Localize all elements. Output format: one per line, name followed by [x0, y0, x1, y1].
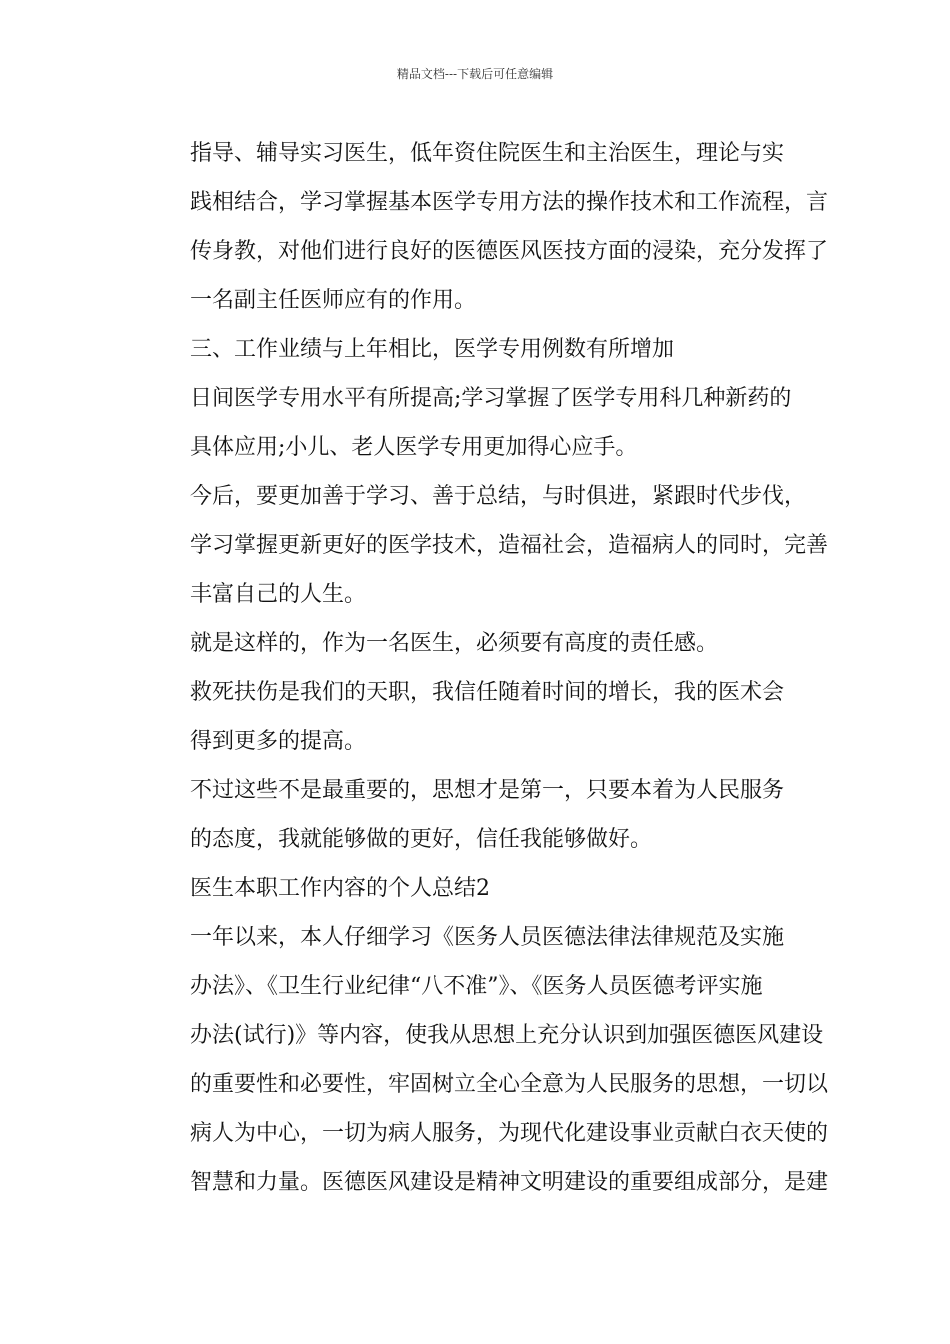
text-line: 践相结合，学习掌握基本医学专用方法的操作技术和工作流程，言 [190, 190, 829, 215]
text-line: 三、工作业绩与上年相比，医学专用例数有所增加 [190, 337, 675, 362]
paragraph [146, 619, 816, 668]
document-body [146, 129, 829, 1207]
paragraph [146, 472, 829, 619]
text-line: 得到更多的提高。 [190, 729, 367, 754]
text-line: 一名副主任医师应有的作用。 [190, 288, 477, 313]
section-heading [146, 325, 816, 374]
section-title [146, 864, 816, 913]
text-line: 今后，要更加善于学习、善于总结，与时俱进，紧跟时代步伐， [190, 484, 807, 509]
text-line: 日间医学专用水平有所提高;学习掌握了医学专用科几种新药的 [190, 386, 792, 411]
text-line: 传身教，对他们进行良好的医德医风医技方面的浸染，充分发挥了 [190, 239, 829, 264]
page-header: 精品文档---下载后可任意编辑 [396, 67, 554, 81]
text-line: 不过这些不是最重要的，思想才是第一，只要本着为人民服务 [190, 778, 785, 803]
paragraph [146, 668, 816, 766]
text-line: 救死扶伤是我们的天职，我信任随着时间的增长，我的医术会 [190, 680, 785, 705]
text-line: 就是这样的，作为一名医生，必须要有高度的责任感。 [190, 631, 719, 656]
text-line: 的态度，我就能够做的更好，信任我能够做好。 [190, 827, 653, 852]
paragraph [146, 766, 816, 864]
text-line: 智慧和力量。医德医风建设是精神文明建设的重要组成部分，是建 [190, 1170, 829, 1195]
paragraph [146, 129, 829, 325]
text-line: 办法》、《卫生行业纪律“八不准”》、《医务人员医德考评实施 [190, 974, 763, 999]
text-line: 医生本职工作内容的个人总结2 [190, 876, 490, 901]
text-line: 的重要性和必要性，牢固树立全心全意为人民服务的思想，一切以 [190, 1072, 829, 1097]
text-line: 办法(试行)》等内容，使我从思想上充分认识到加强医德医风建设 [190, 1023, 824, 1048]
text-line: 学习掌握更新更好的医学技术，造福社会，造福病人的同时，完善 [190, 533, 829, 558]
paragraph [146, 913, 829, 1207]
text-line: 一年以来，本人仔细学习《医务人员医德法律法律规范及实施 [190, 925, 785, 950]
text-line: 病人为中心，一切为病人服务，为现代化建设事业贡献白衣天使的 [190, 1121, 829, 1146]
text-line: 丰富自己的人生。 [190, 582, 367, 607]
text-line: 指导、辅导实习医生，低年资住院医生和主治医生，理论与实 [190, 141, 785, 166]
text-line: 具体应用;小儿、老人医学专用更加得心应手。 [190, 435, 638, 460]
paragraph [146, 374, 816, 472]
